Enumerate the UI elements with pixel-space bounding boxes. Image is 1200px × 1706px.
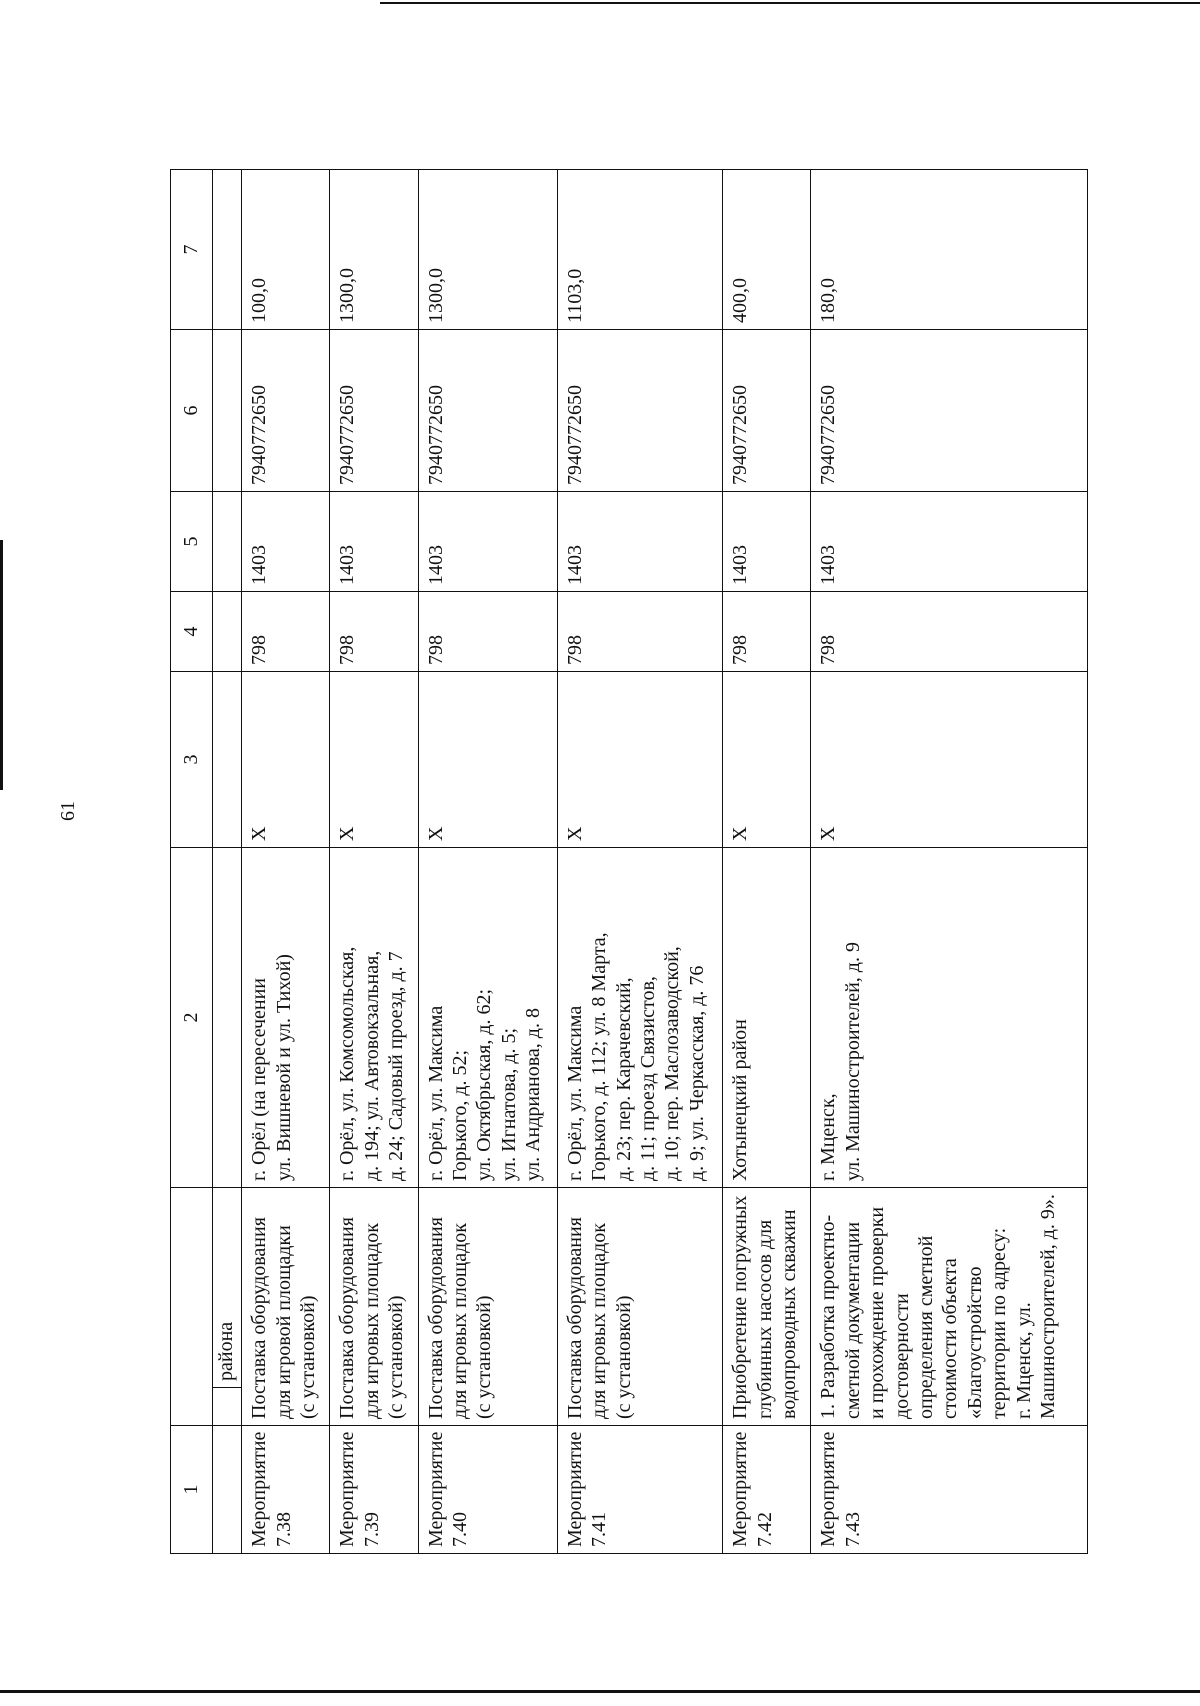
- column-number-1: 1: [171, 1426, 213, 1554]
- row-id: Мероприятие 7.38: [242, 1426, 330, 1554]
- row-col3: X: [723, 672, 811, 848]
- budget-table-rotated: [170, 170, 1088, 1554]
- row-col5: 1403: [811, 492, 1088, 592]
- row-col5: 1403: [242, 492, 330, 592]
- scan-edge-bottom: [0, 1690, 1200, 1693]
- column-number-blank: [171, 1188, 213, 1426]
- row-col4: 798: [418, 592, 557, 672]
- row-description: Поставка оборудования для игровых площадок (с установкой): [330, 1188, 418, 1426]
- row-col3: X: [330, 672, 418, 848]
- column-number-row: [171, 170, 213, 1554]
- row-col6: 7940772650: [418, 330, 557, 492]
- row-col7: 1300,0: [330, 170, 418, 330]
- budget-table: [170, 169, 1088, 1554]
- table-row: [242, 170, 330, 1554]
- row-col5: 1403: [330, 492, 418, 592]
- row-description: Приобретение погружных глубинных насосов для водопроводных скважин: [723, 1188, 811, 1426]
- row-col7: 100,0: [242, 170, 330, 330]
- row-col7: 180,0: [811, 170, 1088, 330]
- row-address: г. Мценск, ул. Машиностроителей, д. 9: [811, 848, 1088, 1188]
- row-id: Мероприятие 7.43: [811, 1426, 1088, 1554]
- continuation-empty-cell: [212, 848, 241, 1188]
- row-col6: 7940772650: [242, 330, 330, 492]
- row-description: Поставка оборудования для игровых площадок (с установкой): [557, 1188, 722, 1426]
- row-col3: X: [557, 672, 722, 848]
- table-row: [557, 170, 722, 1554]
- row-col3: X: [242, 672, 330, 848]
- scan-edge-top: [380, 2, 1200, 4]
- row-col5: 1403: [557, 492, 722, 592]
- row-address: г. Орёл (на пересечении ул. Вишневой и ул. Тихой): [242, 848, 330, 1188]
- continuation-id-cell: [212, 1426, 241, 1554]
- row-col6: 7940772650: [723, 330, 811, 492]
- row-col4: 798: [811, 592, 1088, 672]
- table-row: [418, 170, 557, 1554]
- row-col7: 400,0: [723, 170, 811, 330]
- row-col4: 798: [330, 592, 418, 672]
- column-number-4: 4: [171, 592, 213, 672]
- page-number: 61: [57, 801, 79, 821]
- row-col7: 1300,0: [418, 170, 557, 330]
- row-col3: X: [811, 672, 1088, 848]
- row-col4: 798: [723, 592, 811, 672]
- row-col6: 7940772650: [330, 330, 418, 492]
- row-col3: X: [418, 672, 557, 848]
- continuation-description: района: [212, 1188, 241, 1388]
- continuation-empty-cell: [212, 592, 241, 672]
- row-description: Поставка оборудования для игровых площадок (с установкой): [418, 1188, 557, 1426]
- row-col4: 798: [242, 592, 330, 672]
- continuation-empty-cell: [212, 492, 241, 592]
- continuation-empty-cell: [212, 672, 241, 848]
- table-row: [723, 170, 811, 1554]
- row-id: Мероприятие 7.39: [330, 1426, 418, 1554]
- column-number-5: 5: [171, 492, 213, 592]
- row-col6: 7940772650: [557, 330, 722, 492]
- row-id: Мероприятие 7.40: [418, 1426, 557, 1554]
- continuation-spacer-cell: [212, 1388, 241, 1426]
- row-address: г. Орёл, ул. Максима Горького, д. 112; ул. 8 Марта, д. 23; пер. Карачевский, д. 11; проезд Связистов, д. 10; пер. Маслозаводской, д. 9; ул. Черкасская, д. 76: [557, 848, 722, 1188]
- row-address: г. Орёл, ул. Максима Горького, д. 52; ул. Октябрьская, д. 62; ул. Игнатова, д. 5; ул. Андрианова, д. 8: [418, 848, 557, 1188]
- continuation-empty-cell: [212, 330, 241, 492]
- row-col7: 1103,0: [557, 170, 722, 330]
- column-number-6: 6: [171, 330, 213, 492]
- row-id: Мероприятие 7.42: [723, 1426, 811, 1554]
- column-number-7: 7: [171, 170, 213, 330]
- table-row: [330, 170, 418, 1554]
- scan-edge-left: [0, 540, 3, 790]
- row-id: Мероприятие 7.41: [557, 1426, 722, 1554]
- continuation-row: [212, 170, 241, 1554]
- row-description: Поставка оборудования для игровой площадки (с установкой): [242, 1188, 330, 1426]
- row-col6: 7940772650: [811, 330, 1088, 492]
- row-col5: 1403: [418, 492, 557, 592]
- column-number-3: 3: [171, 672, 213, 848]
- row-col5: 1403: [723, 492, 811, 592]
- row-description: 1. Разработка проектно- сметной документации и прохождение проверки достоверности определения сметной стоимости объекта «Благоустройство территории по адресу: г. Мценск, ул. Машиностроителей, д. 9».: [811, 1188, 1088, 1426]
- table-row: [811, 170, 1088, 1554]
- column-number-2: 2: [171, 848, 213, 1188]
- row-address: г. Орёл, ул. Комсомольская, д. 194; ул. Автовокзальная, д. 24; Садовый проезд, д. 7: [330, 848, 418, 1188]
- row-address: Хотынецкий район: [723, 848, 811, 1188]
- continuation-empty-cell: [212, 170, 241, 330]
- row-col4: 798: [557, 592, 722, 672]
